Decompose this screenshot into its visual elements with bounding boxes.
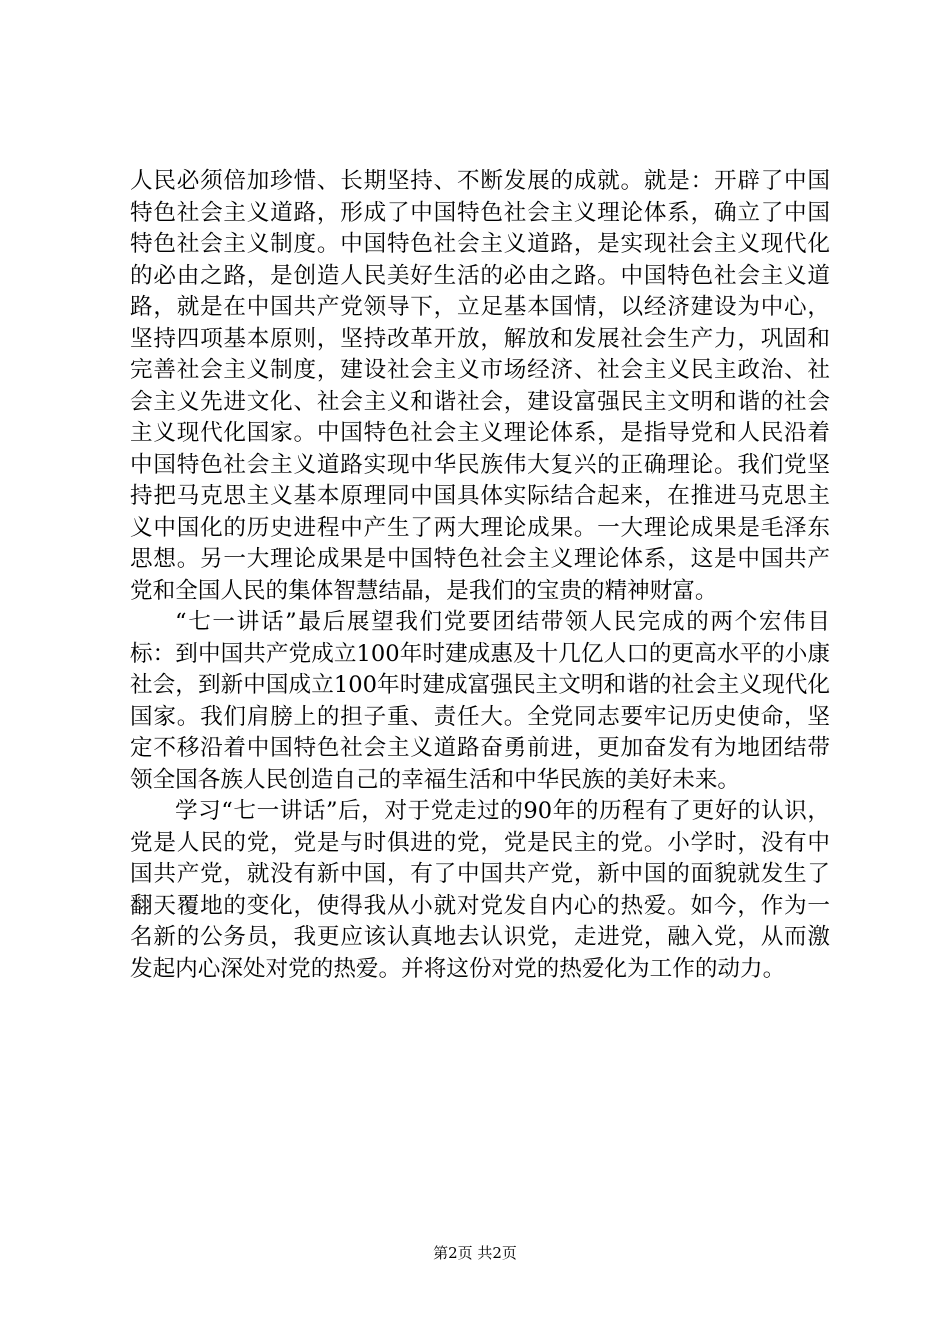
paragraph-3: 学习“七一讲话”后，对于党走过的90年的历程有了更好的认识，党是人民的党，党是与时俱进的党，党是民主的党。小学时，没有中国共产党，就没有新中国，有了中国共产党，新中国的面貌就发生了翻天覆地的变化，使得我从小就对党发自内心的热爱。如今，作为一名新的公务员，我更应该认真地去认识党，走进党，融入党，从而激发起内心深处对党的热爱。并将这份对党的热爱化为工作的动力。 (130, 798, 830, 982)
paragraph-1: 人民必须倍加珍惜、长期坚持、不断发展的成就。就是：开辟了中国特色社会主义道路，形成了中国特色社会主义理论体系，确立了中国特色社会主义制度。中国特色社会主义道路，是实现社会主义现代化的必由之路，是创造人民美好生活的必由之路。中国特色社会主义道路，就是在中国共产党领导下，立足基本国情，以经济建设为中心，坚持四项基本原则，坚持改革开放，解放和发展社会生产力，巩固和完善社会主义制度，建设社会主义市场经济、社会主义民主政治、社会主义先进文化、社会主义和谐社会，建设富强民主文明和谐的社会主义现代化国家。中国特色社会主义理论体系，是指导党和人民沿着中国特色社会主义道路实现中华民族伟大复兴的正确理论。我们党坚持把马克思主义基本原理同中国具体实际结合起来，在推进马克思主义中国化的历史进程中产生了两大理论成果。一大理论成果是毛泽东思想。另一大理论成果是中国特色社会主义理论体系，这是中国共产党和全国人民的集体智慧结晶，是我们的宝贵的精神财富。 (130, 168, 830, 604)
page-footer: 第2页 共2页 (433, 1244, 517, 1262)
document-body (130, 166, 830, 985)
paragraph-2: “七一讲话”最后展望我们党要团结带领人民完成的两个宏伟目标：到中国共产党成立100年时建成惠及十几亿人口的更高水平的小康社会，到新中国成立100年时建成富强民主文明和谐的社会主义现代化国家。我们肩膀上的担子重、责任大。全党同志要牢记历史使命，坚定不移沿着中国特色社会主义道路奋勇前进，更加奋发有为地团结带领全国各族人民创造自己的幸福生活和中华民族的美好未来。 (130, 609, 830, 793)
